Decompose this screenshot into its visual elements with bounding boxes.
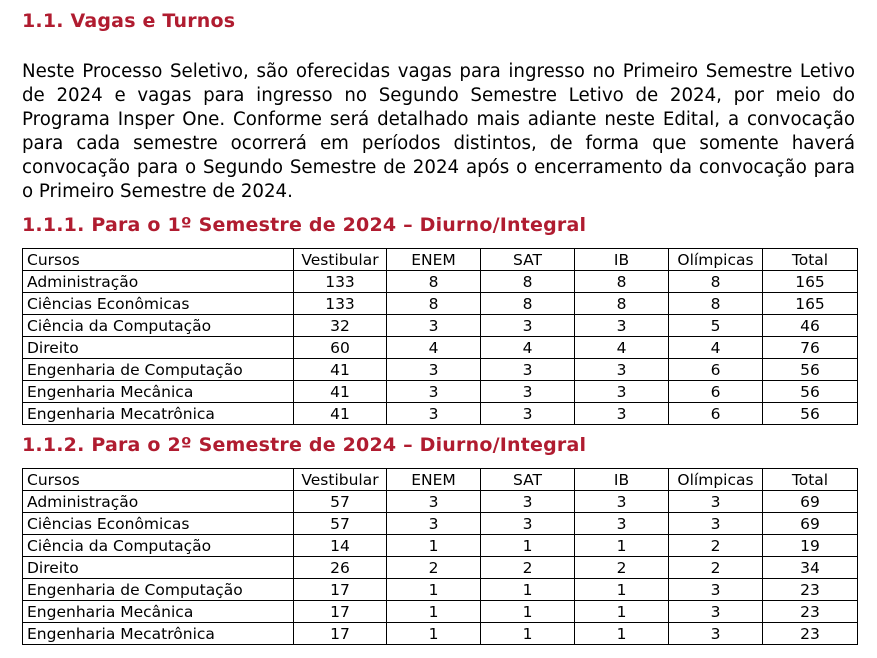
- cell-total: 69: [763, 513, 858, 535]
- table-row: [23, 359, 858, 381]
- cell-sat: 3: [481, 491, 575, 513]
- cell-enem: 3: [387, 359, 481, 381]
- cell-vestibular: 60: [294, 337, 387, 359]
- cell-curso: Administração: [23, 271, 294, 293]
- semester2-title: 1.1.2. Para o 2º Semestre de 2024 – Diurno/Integral: [22, 434, 587, 456]
- cell-enem: 1: [387, 623, 481, 645]
- cell-olimpicas: 5: [669, 315, 763, 337]
- semester1-vacancies-table: [22, 248, 858, 425]
- cell-olimpicas: 8: [669, 293, 763, 315]
- cell-curso: Administração: [23, 491, 294, 513]
- cell-ib: 8: [575, 271, 669, 293]
- cell-total: 56: [763, 381, 858, 403]
- cell-vestibular: 26: [294, 557, 387, 579]
- header-total: Total: [763, 469, 858, 491]
- cell-olimpicas: 2: [669, 557, 763, 579]
- cell-ib: 1: [575, 535, 669, 557]
- table-row: [23, 337, 858, 359]
- cell-vestibular: 41: [294, 381, 387, 403]
- cell-vestibular: 17: [294, 601, 387, 623]
- cell-enem: 3: [387, 491, 481, 513]
- cell-curso: Engenharia de Computação: [23, 579, 294, 601]
- cell-total: 56: [763, 403, 858, 425]
- cell-vestibular: 133: [294, 271, 387, 293]
- header-vestibular: Vestibular: [294, 249, 387, 271]
- cell-enem: 1: [387, 535, 481, 557]
- table-row: [23, 557, 858, 579]
- header-vestibular: Vestibular: [294, 469, 387, 491]
- header-cursos: Cursos: [23, 469, 294, 491]
- cell-curso: Ciências Econômicas: [23, 293, 294, 315]
- cell-enem: 8: [387, 271, 481, 293]
- cell-vestibular: 17: [294, 623, 387, 645]
- cell-sat: 3: [481, 381, 575, 403]
- intro-paragraph: Neste Processo Seletivo, são oferecidas vagas para ingresso no Primeiro Semestre Letivo de 2024 e vagas para ingresso no Segundo Semestre Letivo de 2024, por meio do Programa Insper One. Conforme será detalhado mais adiante neste Edital, a convocação para cada semestre ocorrerá em períodos distintos, de forma que somente haverá convocação para o Segundo Semestre de 2024 após o encerramento da convocação para o Primeiro Semestre de 2024.: [22, 61, 855, 202]
- cell-total: 23: [763, 601, 858, 623]
- header-olimpicas: Olímpicas: [669, 469, 763, 491]
- cell-vestibular: 57: [294, 491, 387, 513]
- header-ib: IB: [575, 249, 669, 271]
- cell-ib: 3: [575, 513, 669, 535]
- cell-sat: 8: [481, 271, 575, 293]
- cell-sat: 3: [481, 315, 575, 337]
- cell-total: 165: [763, 271, 858, 293]
- table-row: [23, 315, 858, 337]
- cell-vestibular: 133: [294, 293, 387, 315]
- cell-enem: 2: [387, 557, 481, 579]
- cell-olimpicas: 3: [669, 491, 763, 513]
- header-enem: ENEM: [387, 469, 481, 491]
- cell-ib: 3: [575, 403, 669, 425]
- cell-olimpicas: 3: [669, 513, 763, 535]
- table-row: [23, 293, 858, 315]
- table-row: [23, 601, 858, 623]
- cell-curso: Engenharia Mecatrônica: [23, 623, 294, 645]
- cell-total: 46: [763, 315, 858, 337]
- cell-ib: 2: [575, 557, 669, 579]
- cell-sat: 2: [481, 557, 575, 579]
- cell-vestibular: 41: [294, 359, 387, 381]
- cell-curso: Ciência da Computação: [23, 535, 294, 557]
- cell-vestibular: 32: [294, 315, 387, 337]
- cell-olimpicas: 3: [669, 579, 763, 601]
- cell-enem: 3: [387, 513, 481, 535]
- cell-enem: 1: [387, 601, 481, 623]
- table-row: [23, 271, 858, 293]
- cell-curso: Ciência da Computação: [23, 315, 294, 337]
- table-header-row: [23, 469, 858, 491]
- cell-ib: 8: [575, 293, 669, 315]
- cell-sat: 3: [481, 359, 575, 381]
- semester1-title: 1.1.1. Para o 1º Semestre de 2024 – Diurno/Integral: [22, 214, 587, 236]
- header-enem: ENEM: [387, 249, 481, 271]
- cell-sat: 8: [481, 293, 575, 315]
- cell-total: 76: [763, 337, 858, 359]
- header-total: Total: [763, 249, 858, 271]
- cell-olimpicas: 4: [669, 337, 763, 359]
- cell-ib: 3: [575, 315, 669, 337]
- cell-enem: 3: [387, 403, 481, 425]
- table-row: [23, 403, 858, 425]
- cell-total: 19: [763, 535, 858, 557]
- header-cursos: Cursos: [23, 249, 294, 271]
- cell-total: 69: [763, 491, 858, 513]
- header-sat: SAT: [481, 249, 575, 271]
- cell-ib: 3: [575, 381, 669, 403]
- cell-curso: Ciências Econômicas: [23, 513, 294, 535]
- cell-olimpicas: 8: [669, 271, 763, 293]
- table-row: [23, 513, 858, 535]
- cell-ib: 1: [575, 601, 669, 623]
- section-title: 1.1. Vagas e Turnos: [22, 10, 236, 32]
- cell-sat: 1: [481, 601, 575, 623]
- cell-sat: 3: [481, 403, 575, 425]
- table-header-row: [23, 249, 858, 271]
- cell-total: 165: [763, 293, 858, 315]
- cell-olimpicas: 6: [669, 359, 763, 381]
- cell-enem: 4: [387, 337, 481, 359]
- cell-sat: 1: [481, 623, 575, 645]
- cell-olimpicas: 3: [669, 601, 763, 623]
- cell-curso: Direito: [23, 337, 294, 359]
- cell-olimpicas: 6: [669, 403, 763, 425]
- header-ib: IB: [575, 469, 669, 491]
- cell-curso: Direito: [23, 557, 294, 579]
- cell-olimpicas: 3: [669, 623, 763, 645]
- header-olimpicas: Olímpicas: [669, 249, 763, 271]
- cell-sat: 4: [481, 337, 575, 359]
- semester2-vacancies-table: [22, 468, 858, 645]
- cell-total: 34: [763, 557, 858, 579]
- cell-ib: 4: [575, 337, 669, 359]
- header-sat: SAT: [481, 469, 575, 491]
- cell-enem: 3: [387, 381, 481, 403]
- cell-total: 23: [763, 623, 858, 645]
- cell-curso: Engenharia Mecatrônica: [23, 403, 294, 425]
- cell-ib: 1: [575, 579, 669, 601]
- cell-vestibular: 14: [294, 535, 387, 557]
- cell-ib: 3: [575, 491, 669, 513]
- cell-enem: 8: [387, 293, 481, 315]
- cell-curso: Engenharia Mecânica: [23, 601, 294, 623]
- table-row: [23, 491, 858, 513]
- cell-vestibular: 57: [294, 513, 387, 535]
- cell-enem: 3: [387, 315, 481, 337]
- cell-olimpicas: 2: [669, 535, 763, 557]
- cell-sat: 1: [481, 535, 575, 557]
- cell-enem: 1: [387, 579, 481, 601]
- cell-total: 23: [763, 579, 858, 601]
- table-row: [23, 623, 858, 645]
- table-row: [23, 535, 858, 557]
- cell-vestibular: 17: [294, 579, 387, 601]
- cell-sat: 1: [481, 579, 575, 601]
- cell-curso: Engenharia Mecânica: [23, 381, 294, 403]
- cell-sat: 3: [481, 513, 575, 535]
- table-row: [23, 381, 858, 403]
- table-row: [23, 579, 858, 601]
- cell-curso: Engenharia de Computação: [23, 359, 294, 381]
- cell-total: 56: [763, 359, 858, 381]
- cell-vestibular: 41: [294, 403, 387, 425]
- cell-ib: 1: [575, 623, 669, 645]
- cell-olimpicas: 6: [669, 381, 763, 403]
- cell-ib: 3: [575, 359, 669, 381]
